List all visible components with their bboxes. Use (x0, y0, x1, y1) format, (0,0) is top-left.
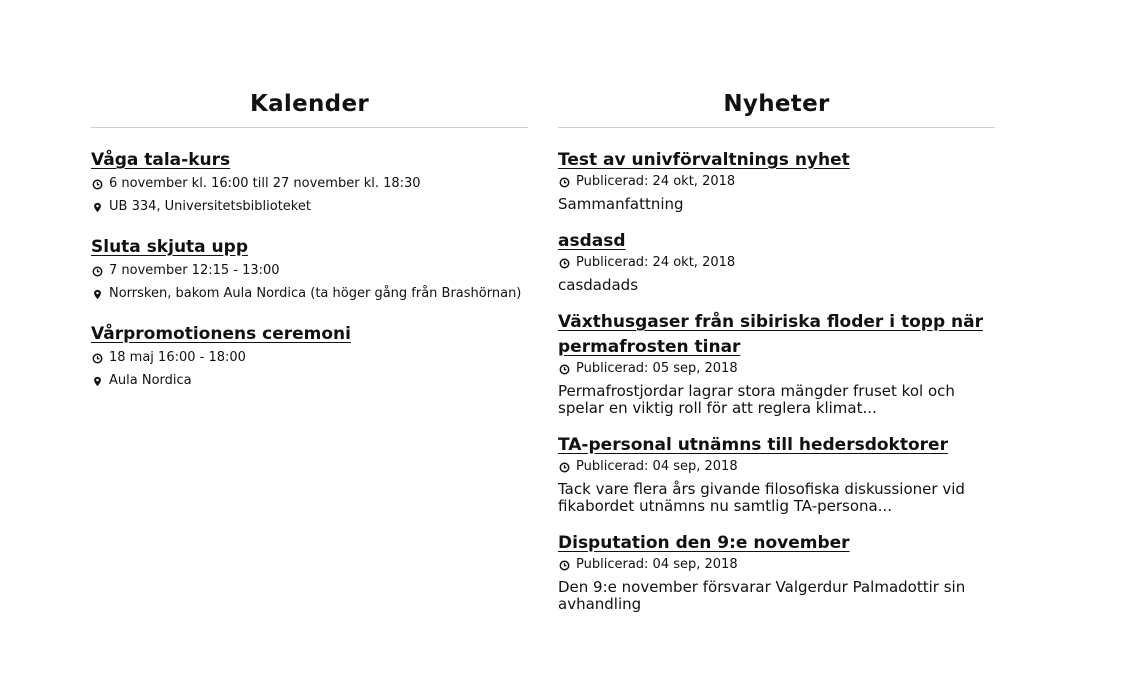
news-published (558, 174, 995, 190)
event-time (91, 350, 528, 366)
news-item (558, 433, 995, 515)
event-location (91, 199, 528, 215)
event-location-text: Aula Nordica (109, 373, 192, 388)
event-time-text: 18 maj 16:00 - 18:00 (109, 350, 246, 365)
event-list (91, 148, 528, 389)
news-published-text: Publicerad: 04 sep, 2018 (576, 459, 738, 474)
news-summary: Tack vare flera års givande filosofiska diskussioner vid fikabordet utnämns nu samtlig TA-persona... (558, 480, 965, 515)
event-time (91, 176, 528, 192)
news-published-text: Publicerad: 04 sep, 2018 (576, 557, 738, 572)
news-summary: casdadads (558, 276, 639, 294)
clock-icon (558, 557, 570, 573)
news-summary: Sammanfattning (558, 195, 684, 213)
event-title-link[interactable]: Vårpromotionens ceremoni (91, 324, 351, 344)
news-heading: Nyheter (558, 86, 995, 128)
news-title-link[interactable]: TA-personal utnämns till hedersdoktorer (558, 435, 948, 455)
news-title-link[interactable]: Växthusgaser från sibiriska floder i topp när permafrosten tinar (558, 312, 983, 357)
news-summary: Permafrostjordar lagrar stora mängder fruset kol och spelar en viktig roll för att reglera klimat... (558, 382, 955, 417)
news-published (558, 361, 995, 377)
news-title-link[interactable]: Test av univförvaltnings nyhet (558, 150, 850, 170)
news-published-text: Publicerad: 24 okt, 2018 (576, 174, 736, 189)
news-published (558, 459, 995, 475)
event-item (91, 322, 528, 389)
event-time-text: 6 november kl. 16:00 till 27 november kl. 18:30 (109, 176, 421, 191)
event-location (91, 373, 528, 389)
map-pin-icon (91, 199, 103, 215)
news-published-text: Publicerad: 24 okt, 2018 (576, 255, 736, 270)
clock-icon (91, 176, 103, 192)
clock-icon (558, 174, 570, 190)
news-item (558, 531, 995, 613)
clock-icon (558, 459, 570, 475)
event-title-link[interactable]: Våga tala-kurs (91, 150, 231, 170)
map-pin-icon (91, 373, 103, 389)
news-published-text: Publicerad: 05 sep, 2018 (576, 361, 738, 376)
event-location-text: UB 334, Universitetsbiblioteket (109, 199, 311, 214)
news-item (558, 310, 995, 417)
calendar-heading: Kalender (91, 86, 528, 128)
map-pin-icon (91, 286, 103, 302)
clock-icon (91, 263, 103, 279)
calendar-section (91, 86, 528, 629)
news-published (558, 557, 995, 573)
news-item (558, 148, 995, 213)
news-published (558, 255, 995, 271)
event-location (91, 286, 528, 302)
news-section (558, 86, 995, 629)
event-location-text: Norrsken, bakom Aula Nordica (ta höger gång från Brashörnan) (109, 286, 522, 301)
news-item (558, 229, 995, 294)
news-summary: Den 9:e november försvarar Valgerdur Palmadottir sin avhandling (558, 578, 966, 613)
news-list (558, 148, 995, 613)
event-title-link[interactable]: Sluta skjuta upp (91, 237, 249, 257)
event-time-text: 7 november 12:15 - 13:00 (109, 263, 280, 278)
event-time (91, 263, 528, 279)
clock-icon (558, 361, 570, 377)
news-title-link[interactable]: asdasd (558, 231, 626, 251)
news-title-link[interactable]: Disputation den 9:e november (558, 533, 850, 553)
clock-icon (558, 255, 570, 271)
content-columns (91, 86, 995, 629)
clock-icon (91, 350, 103, 366)
event-item (91, 148, 528, 215)
event-item (91, 235, 528, 302)
